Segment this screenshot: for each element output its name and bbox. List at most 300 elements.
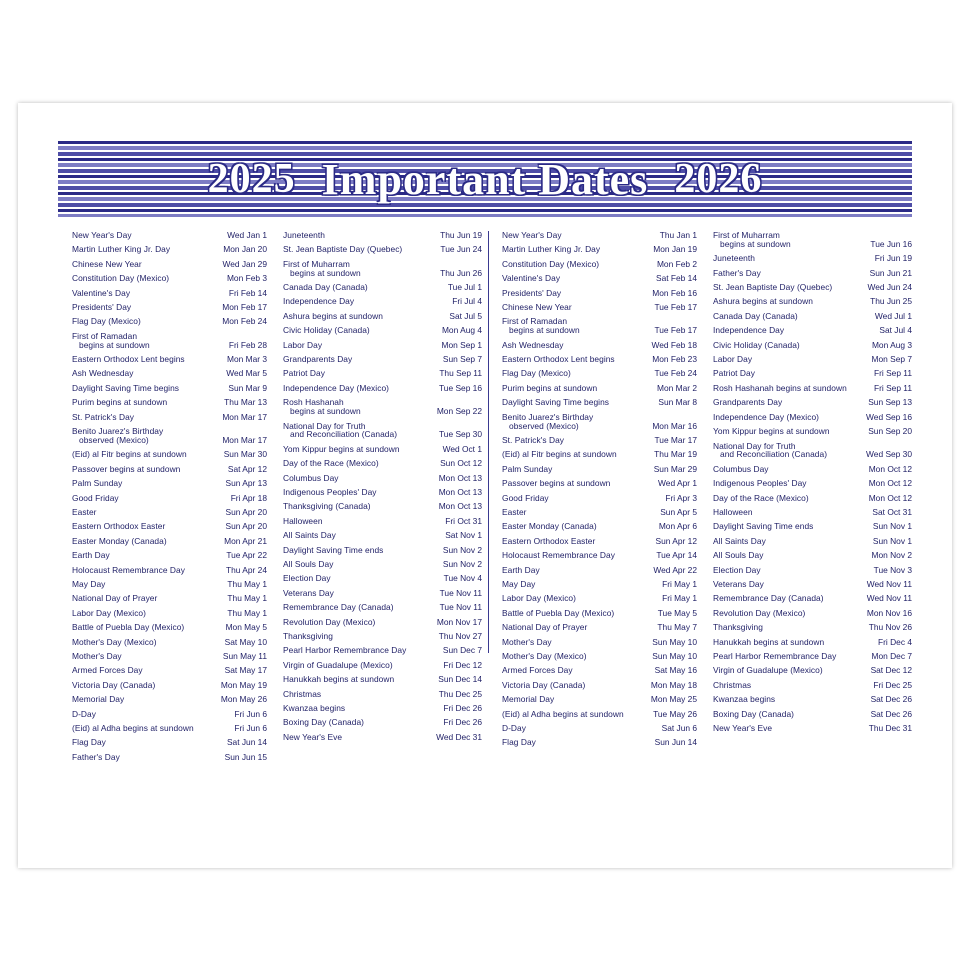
- date-entry: [72, 738, 267, 747]
- date-entry-date: Wed Jan 29: [222, 258, 267, 269]
- date-entry-name: Independence Day (Mexico): [713, 411, 819, 422]
- date-entry: [502, 623, 697, 632]
- date-entry-name: First of Muharram begins at sundown: [713, 230, 791, 249]
- date-entry: [72, 580, 267, 589]
- date-entry: [72, 522, 267, 531]
- date-entry-name: Grandparents Day: [713, 397, 783, 408]
- date-entry-date: Mon Mar 3: [226, 354, 267, 365]
- date-entry: [283, 384, 482, 393]
- date-entry-date: Tue Nov 11: [439, 602, 482, 613]
- date-entry-name: Columbus Day: [713, 463, 769, 474]
- date-entry-name: Labor Day: [713, 354, 753, 365]
- date-entry-date: Sat Oct 31: [872, 506, 912, 517]
- date-entry: [72, 479, 267, 488]
- date-entry-date: Sat Jul 5: [449, 310, 482, 321]
- date-entry-name: Easter: [502, 506, 527, 517]
- date-entry-date: Mon Nov 16: [866, 607, 912, 618]
- date-entry-date: Wed Sep 30: [866, 449, 912, 460]
- date-entry-date: Wed Jan 1: [227, 230, 267, 240]
- date-entry-date: Wed Apr 22: [653, 564, 697, 575]
- date-entry-name: Labor Day (Mexico): [502, 593, 576, 604]
- date-entry-date: Sun Mar 30: [223, 449, 267, 460]
- dates-column-2026-a: [488, 231, 703, 851]
- date-entry-name: Ashura begins at sundown: [283, 310, 383, 321]
- date-entry-date: Fri Apr 18: [230, 492, 267, 503]
- date-entry-date: Sat Jun 6: [661, 723, 697, 734]
- date-entry: [502, 738, 697, 747]
- banner-title-text: Important Dates: [321, 154, 649, 204]
- date-entry-date: Tue May 5: [657, 607, 697, 618]
- date-entry: [283, 369, 482, 378]
- date-entry-name: Pearl Harbor Remembrance Day: [713, 651, 837, 661]
- date-entry: [283, 297, 482, 306]
- date-entry: [713, 638, 912, 647]
- date-entry-date: Fri Apr 3: [665, 492, 697, 503]
- banner-year-left: 2025: [207, 156, 296, 202]
- date-entry-date: Tue Nov 3: [873, 564, 912, 575]
- section-divider: [488, 231, 489, 653]
- date-entry-name: Martin Luther King Jr. Day: [72, 244, 171, 255]
- date-entry: [502, 274, 697, 283]
- date-entry: [72, 494, 267, 503]
- date-entry-date: Thu Nov 27: [438, 631, 482, 641]
- date-entry-name: Christmas: [283, 688, 322, 699]
- date-entry-date: Sun Nov 1: [872, 521, 912, 532]
- date-entry-date: Thu Jan 1: [659, 230, 697, 240]
- date-entry-date: Sun Nov 2: [442, 558, 482, 569]
- date-entry: [502, 436, 697, 445]
- date-entry-date: Tue Sep 30: [439, 429, 482, 440]
- date-entry-name: Presidents' Day: [72, 302, 132, 313]
- date-entry-name: (Eid) al Adha begins at sundown: [72, 723, 194, 734]
- date-entry-name: Mother's Day (Mexico): [72, 636, 157, 647]
- date-entry: [502, 450, 697, 459]
- date-entry-name: Ash Wednesday: [502, 339, 564, 350]
- date-entry-name-line2: begins at sundown: [79, 339, 150, 350]
- date-entry-name: First of Ramadan begins at sundown: [502, 316, 580, 336]
- date-entry: [72, 609, 267, 618]
- date-entry-name: All Souls Day: [283, 558, 334, 569]
- date-entry: [283, 661, 482, 670]
- date-entry-date: Sat Jun 14: [226, 737, 267, 748]
- date-entry-name: Boxing Day (Canada): [283, 717, 365, 728]
- date-entry-name: Indigenous Peoples' Day: [283, 486, 377, 497]
- date-entry: [502, 303, 697, 312]
- date-entry-date: Sun Mar 9: [228, 382, 267, 393]
- date-entry: [502, 724, 697, 733]
- date-entry-name: Labor Day: [283, 339, 323, 350]
- date-entry: [502, 652, 697, 661]
- date-entry-name: Good Friday: [72, 492, 119, 503]
- date-entry-name: Daylight Saving Time ends: [713, 521, 814, 532]
- date-entry-name: Election Day: [713, 564, 761, 575]
- date-entry-name-line2: observed (Mexico): [509, 420, 579, 431]
- date-entry: [713, 413, 912, 422]
- date-entry: [283, 574, 482, 583]
- date-entry-name: Pearl Harbor Remembrance Day: [283, 645, 407, 656]
- date-entry: [72, 508, 267, 517]
- date-entry-name: Good Friday: [502, 492, 549, 503]
- dates-column-2025-a: [58, 231, 273, 851]
- date-entry-date: Thu May 7: [657, 622, 697, 633]
- date-entry-name: New Year's Eve: [283, 731, 343, 742]
- date-entry-name: Civic Holiday (Canada): [283, 325, 370, 336]
- date-entry-name: Hanukkah begins at sundown: [713, 636, 825, 647]
- date-entry: [713, 442, 912, 460]
- date-entry-name: Easter Monday (Canada): [502, 521, 597, 532]
- date-entry-date: Tue Apr 14: [656, 550, 697, 561]
- date-entry: [283, 718, 482, 727]
- date-entry-date: Mon Sep 1: [441, 339, 482, 350]
- date-entry-name: Victoria Day (Canada): [502, 679, 586, 690]
- date-entry-date: Thu May 1: [227, 578, 267, 589]
- date-entry: [713, 231, 912, 249]
- date-entry: [502, 231, 697, 240]
- date-entry-date: Sat May 17: [224, 665, 267, 676]
- date-entry-date: Sun Apr 5: [660, 506, 697, 517]
- date-entry-date: Fri Sep 11: [873, 368, 912, 379]
- date-entry-date: Sun Jun 15: [224, 751, 267, 762]
- date-entry-date: Tue Feb 24: [654, 368, 697, 379]
- date-entry-name: Day of the Race (Mexico): [713, 492, 809, 503]
- date-entry-name: Mother's Day: [72, 651, 122, 661]
- date-entry-name: National Day for Truth and Reconciliation (Canada): [283, 420, 398, 440]
- date-entry: [283, 231, 482, 240]
- date-entry-date: Sun Jun 21: [869, 267, 912, 278]
- date-entry-name: Thanksgiving: [283, 631, 333, 641]
- date-entry-name: Independence Day: [713, 325, 785, 336]
- date-entry: [713, 710, 912, 719]
- date-entry-date: Tue Feb 17: [654, 302, 697, 313]
- date-entry: [713, 479, 912, 488]
- date-entry-name-line2: begins at sundown: [290, 406, 361, 417]
- date-entry-date: Wed Jun 24: [867, 282, 912, 293]
- date-entry: [502, 289, 697, 298]
- date-entry-date: Mon Feb 16: [652, 287, 697, 298]
- date-entry: [713, 283, 912, 292]
- date-entry-date: Sun Nov 1: [872, 535, 912, 546]
- date-entry-name: Revolution Day (Mexico): [283, 616, 376, 627]
- date-entry: [283, 646, 482, 655]
- date-entry: [72, 537, 267, 546]
- date-entry: [502, 681, 697, 690]
- date-entry-name: Benito Juarez's Birthday observed (Mexico): [502, 411, 594, 431]
- date-entry-name: National Day for Truth and Reconciliation (Canada): [713, 440, 828, 460]
- date-entry: [713, 580, 912, 589]
- date-entry-date: Sun May 11: [222, 651, 267, 661]
- date-entry: [72, 231, 267, 240]
- date-entry-date: Mon Feb 2: [656, 258, 697, 269]
- banner-year-right: 2026: [674, 156, 763, 202]
- date-entry-date: Sun Mar 8: [658, 397, 697, 408]
- date-entry: [72, 245, 267, 254]
- date-entry-name: Grandparents Day: [283, 354, 353, 365]
- date-entry: [72, 398, 267, 407]
- date-entry: [283, 690, 482, 699]
- date-entry: [713, 695, 912, 704]
- date-entry: [283, 245, 482, 254]
- date-entry: [283, 474, 482, 483]
- date-entry-date: Fri Dec 12: [443, 659, 482, 670]
- date-entry-date: Thu Dec 25: [438, 688, 482, 699]
- date-entry-name-line2: observed (Mexico): [79, 434, 149, 445]
- date-entry: [72, 652, 267, 661]
- date-entry: [283, 283, 482, 292]
- date-entry-name: Election Day: [283, 573, 331, 584]
- date-entry: [502, 580, 697, 589]
- date-entry-date: Mon May 26: [220, 694, 267, 705]
- date-entry-date: Mon Nov 2: [871, 550, 912, 561]
- date-entry-date: Sun Dec 14: [438, 674, 482, 685]
- date-entry: [713, 623, 912, 632]
- date-entry-date: Mon Mar 16: [652, 420, 697, 431]
- date-entry: [72, 465, 267, 474]
- date-entry: [502, 508, 697, 517]
- date-entry-date: Tue Feb 17: [654, 325, 697, 336]
- date-entry: [713, 355, 912, 364]
- date-entry-name: Palm Sunday: [72, 478, 123, 489]
- date-entry-date: Tue Jun 24: [440, 244, 482, 255]
- date-entry-name: Passover begins at sundown: [502, 478, 611, 489]
- date-entry-date: Fri Jun 6: [234, 708, 267, 719]
- date-entry-name: Virgin of Guadalupe (Mexico): [283, 659, 393, 670]
- dates-content: [58, 231, 918, 851]
- date-entry: [713, 369, 912, 378]
- date-entry-name: (Eid) al Fitr begins at sundown: [502, 449, 617, 460]
- date-entry-name: Armed Forces Day: [502, 665, 573, 676]
- date-entry-date: Fri May 1: [662, 578, 697, 589]
- date-entry-date: Wed Jul 1: [874, 310, 912, 321]
- date-entry-date: Mon Oct 13: [438, 486, 482, 497]
- date-entry-date: Tue Nov 11: [439, 587, 482, 598]
- date-entry-date: Sat Dec 26: [870, 708, 912, 719]
- date-entry-date: Sun Nov 2: [442, 544, 482, 555]
- date-entry-name: Independence Day: [283, 296, 355, 307]
- date-entry: [283, 546, 482, 555]
- date-entry-name: All Souls Day: [713, 550, 764, 561]
- date-entry-name-line2: begins at sundown: [509, 325, 580, 336]
- date-entry-name: (Eid) al Fitr begins at sundown: [72, 449, 187, 460]
- date-entry: [72, 638, 267, 647]
- date-entry-date: Sun Mar 29: [653, 463, 697, 474]
- date-entry-date: Mon Mar 17: [222, 411, 267, 422]
- date-entry: [502, 245, 697, 254]
- date-entry-name: Hanukkah begins at sundown: [283, 674, 395, 685]
- date-entry-date: Tue Apr 22: [226, 550, 267, 561]
- date-entry-name: Earth Day: [502, 564, 540, 575]
- date-entry: [72, 666, 267, 675]
- date-entry-name: Victoria Day (Canada): [72, 679, 156, 690]
- date-entry-date: Mon May 19: [220, 679, 267, 690]
- date-entry-date: Sat Nov 1: [445, 530, 482, 541]
- date-entry-date: Mon Aug 3: [871, 339, 912, 350]
- date-entry-name: Eastern Orthodox Easter: [502, 535, 596, 546]
- date-entry: [713, 522, 912, 531]
- date-entry: [283, 341, 482, 350]
- date-entry-date: Thu Dec 31: [868, 723, 912, 734]
- date-entry: [713, 681, 912, 690]
- date-entry-date: Tue Mar 17: [654, 434, 697, 445]
- date-entry: [72, 566, 267, 575]
- date-entry: [283, 398, 482, 416]
- date-entry: [72, 274, 267, 283]
- date-entry: [283, 459, 482, 468]
- date-entry-name: St. Jean Baptiste Day (Quebec): [713, 282, 833, 293]
- date-entry: [283, 260, 482, 278]
- date-entry: [283, 517, 482, 526]
- date-entry-name: Juneteenth: [713, 253, 755, 264]
- date-entry-date: Mon Apr 6: [658, 521, 697, 532]
- date-entry-name: Presidents' Day: [502, 287, 562, 298]
- date-entry-date: Sat May 10: [224, 636, 267, 647]
- date-entry: [72, 332, 267, 350]
- date-entry-name: (Eid) al Adha begins at sundown: [502, 708, 624, 719]
- date-entry-name: Flag Day: [72, 737, 106, 748]
- date-entry: [713, 609, 912, 618]
- date-entry-name-line2: and Reconciliation (Canada): [290, 429, 398, 440]
- date-entry-date: Tue Nov 4: [443, 573, 482, 584]
- date-entry: [713, 724, 912, 733]
- date-entry-name: New Year's Day: [72, 230, 132, 240]
- date-entry-date: Sun Dec 7: [442, 645, 482, 656]
- date-entry-date: Thu Mar 13: [224, 397, 267, 408]
- date-entry: [502, 566, 697, 575]
- date-entry-name: Battle of Puebla Day (Mexico): [72, 622, 185, 633]
- date-entry: [72, 369, 267, 378]
- date-entry-name: Easter Monday (Canada): [72, 535, 167, 546]
- date-entry-date: Fri Dec 26: [443, 717, 482, 728]
- date-entry: [72, 289, 267, 298]
- date-entry-name: Rosh Hashanah begins at sundown: [713, 382, 847, 393]
- date-entry-name-line2: and Reconciliation (Canada): [720, 449, 828, 460]
- date-entry-name: Halloween: [713, 506, 753, 517]
- date-entry: [713, 297, 912, 306]
- date-entry-name: Eastern Orthodox Lent begins: [72, 354, 185, 365]
- date-entry: [713, 508, 912, 517]
- date-entry: [713, 341, 912, 350]
- date-entry-name: May Day: [502, 578, 536, 589]
- date-entry-date: Sun Apr 13: [225, 478, 267, 489]
- date-entry-name: Mother's Day (Mexico): [502, 651, 587, 661]
- date-entry-date: Mon Oct 13: [438, 472, 482, 483]
- title-banner: [58, 141, 912, 217]
- date-entry-name-line2: begins at sundown: [290, 267, 361, 278]
- date-entry-name: National Day of Prayer: [72, 593, 158, 604]
- date-entry-name: Ashura begins at sundown: [713, 296, 813, 307]
- date-entry-date: Sat Dec 12: [870, 665, 912, 676]
- date-entry-name: Canada Day (Canada): [713, 310, 798, 321]
- date-entry-date: Fri Oct 31: [445, 515, 482, 526]
- date-entry: [713, 312, 912, 321]
- date-entry-name: Remembrance Day (Canada): [283, 602, 394, 613]
- date-entry-date: Mon May 5: [225, 622, 267, 633]
- date-entry: [283, 422, 482, 440]
- date-entry: [283, 488, 482, 497]
- date-entry-date: Wed Feb 18: [651, 339, 697, 350]
- date-entry-name: First of Muharram begins at sundown: [283, 258, 361, 278]
- date-entry-date: Mon Nov 17: [436, 616, 482, 627]
- date-entry-name: D-Day: [72, 708, 96, 719]
- date-entry: [502, 355, 697, 364]
- date-entry-date: Mon Feb 24: [222, 316, 267, 327]
- date-entry: [283, 632, 482, 641]
- date-entry-date: Wed Dec 31: [436, 731, 482, 742]
- date-entry-date: Fri Dec 26: [443, 703, 482, 714]
- date-entry-name: National Day of Prayer: [502, 622, 588, 633]
- date-entry-name: Constitution Day (Mexico): [502, 258, 600, 269]
- date-entry-date: Thu Nov 26: [868, 622, 912, 633]
- date-entry-date: Thu Mar 19: [654, 449, 697, 460]
- date-entry: [72, 724, 267, 733]
- date-entry-date: Thu Jun 25: [870, 296, 912, 307]
- date-entry-date: Sat Dec 26: [870, 694, 912, 705]
- date-entry-name: Valentine's Day: [502, 273, 561, 284]
- date-entry-name: Memorial Day: [72, 694, 125, 705]
- date-entry: [502, 398, 697, 407]
- date-entry-date: Mon Feb 23: [652, 354, 697, 365]
- date-entry-name: Independence Day (Mexico): [283, 382, 389, 393]
- date-entry-date: Tue Sep 16: [439, 382, 482, 393]
- date-entry-date: Fri Dec 25: [873, 679, 912, 690]
- date-entry: [72, 413, 267, 422]
- date-entry-name: Flag Day: [502, 737, 536, 748]
- date-entry-name: St. Jean Baptiste Day (Quebec): [283, 244, 403, 255]
- date-entry-name: Flag Day (Mexico): [502, 368, 571, 379]
- date-entry-date: Wed Oct 1: [442, 443, 482, 454]
- date-entry: [713, 398, 912, 407]
- date-entry: [283, 675, 482, 684]
- date-entry-name: All Saints Day: [283, 530, 336, 541]
- date-entry: [502, 638, 697, 647]
- date-entry-date: Thu Jun 26: [440, 267, 482, 278]
- date-entry-date: Wed Sep 16: [866, 411, 912, 422]
- date-entry-name: Constitution Day (Mexico): [72, 273, 170, 284]
- date-entry-date: Thu Sep 11: [439, 368, 482, 379]
- date-entry: [283, 733, 482, 742]
- date-entry-date: Fri Jun 19: [874, 253, 912, 264]
- date-entry-date: Fri Feb 14: [228, 287, 267, 298]
- date-entry-name: New Year's Day: [502, 230, 562, 240]
- date-entry-date: Mon Oct 12: [868, 478, 912, 489]
- date-entry-name: Father's Day: [72, 751, 120, 762]
- date-entry-name: Daylight Saving Time begins: [502, 397, 610, 408]
- date-entry: [502, 695, 697, 704]
- date-entry: [502, 479, 697, 488]
- date-entry-name: Indigenous Peoples' Day: [713, 478, 807, 489]
- date-entry-date: Wed Nov 11: [866, 578, 912, 589]
- date-entry: [713, 254, 912, 263]
- date-entry-name: Revolution Day (Mexico): [713, 607, 806, 618]
- date-entry: [72, 355, 267, 364]
- date-entry: [502, 413, 697, 431]
- date-entry: [713, 465, 912, 474]
- dates-column-2025-b: [273, 231, 488, 851]
- date-entry-date: Fri Jun 6: [234, 723, 267, 734]
- date-entry-name: Armed Forces Day: [72, 665, 143, 676]
- date-entry: [713, 652, 912, 661]
- date-entry: [502, 341, 697, 350]
- date-entry-date: Tue Jul 1: [447, 282, 482, 293]
- date-entry-name: Kwanzaa begins: [713, 694, 776, 705]
- date-entry-name: Yom Kippur begins at sundown: [713, 426, 830, 437]
- date-entry-name: Daylight Saving Time begins: [72, 382, 180, 393]
- date-entry-name: Labor Day (Mexico): [72, 607, 146, 618]
- date-entry-date: Mon Oct 13: [438, 501, 482, 512]
- date-entry-date: Mon Aug 4: [441, 325, 482, 336]
- date-entry-date: Sun Oct 12: [440, 458, 482, 469]
- date-entry-name: Virgin of Guadalupe (Mexico): [713, 665, 823, 676]
- date-entry-date: Mon Feb 3: [226, 273, 267, 284]
